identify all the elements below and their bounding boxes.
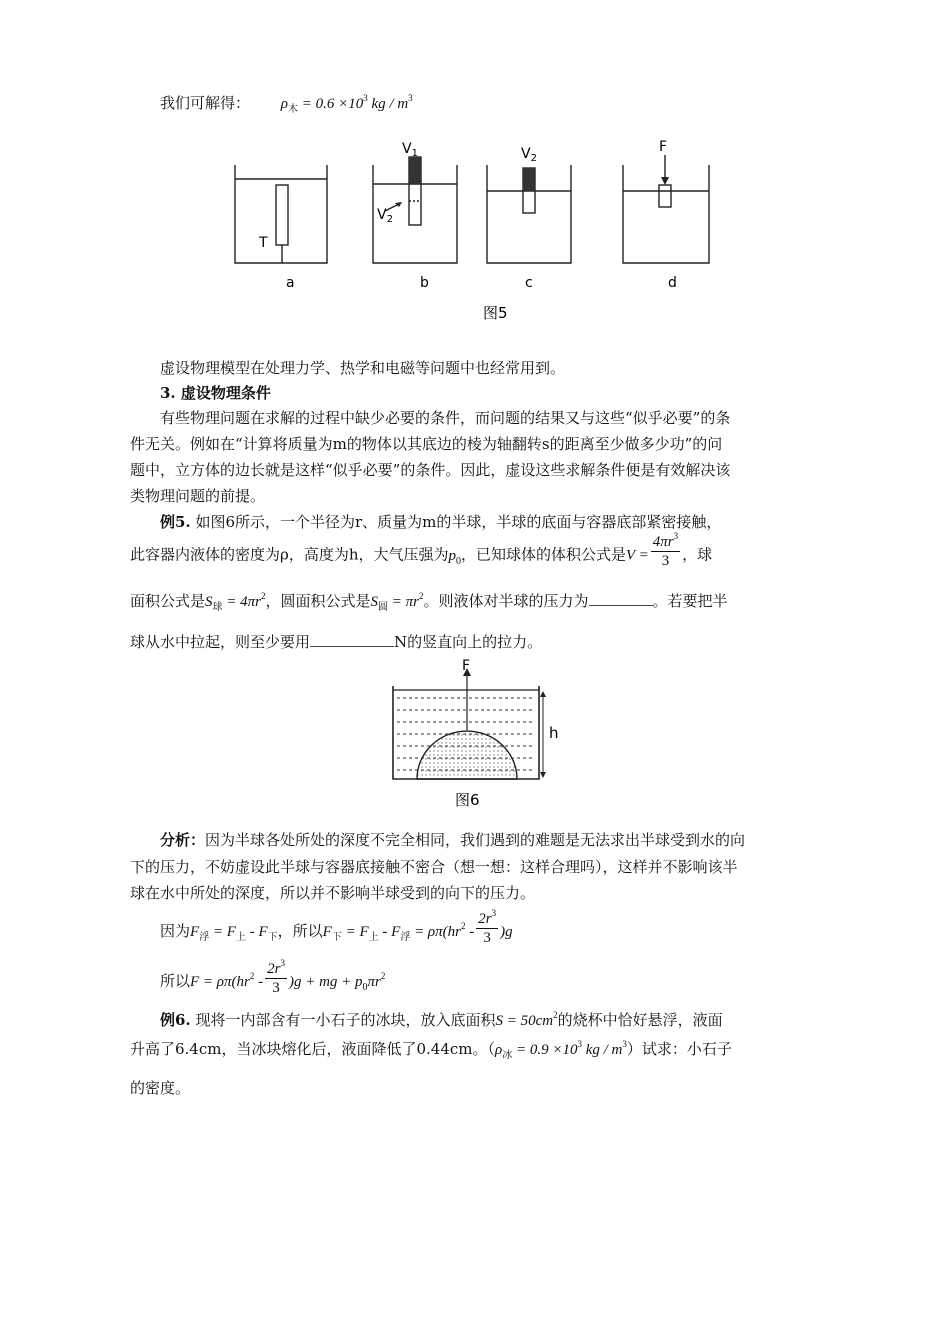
example-6-line-3: 的密度。	[130, 1079, 191, 1097]
example-5-line-2: 此容器内液体的密度为ρ，高度为h，大气压强为$p_0$，已知球体的体积公式是V = $\frac{4\pi r^3}{3}$ ，球	[130, 541, 712, 572]
figure-5	[225, 135, 725, 325]
example-6-line-1: 例6. 现将一内部含有一小石子的冰块，放入底面积$S = 50cm^2$的烧杯中恰好悬浮，液面	[160, 1010, 723, 1029]
example-5-line-3: 面积公式是$S_球 = 4\pi r^2$，圆面积公式是$S_圆 = \pi r^2$。则液体对半球的压力为 。若要把半	[130, 591, 728, 613]
svg-text:V2: $V_2$	[377, 207, 393, 225]
equation-2: 所以$F = \rho\pi(hr^2$ - $\frac{2r^3}{3}$ )g + mg + $p_0\pi r^2$	[160, 966, 385, 998]
svg-text:V2: $V_2$	[521, 146, 537, 164]
example-5-line-4: 球从水中拉起，则至少要用 N的竖直向上的拉力。	[130, 633, 543, 651]
rho-wood-formula: $\rho_木 = 0.6 \times 10^3$ kg / $m^3$	[280, 93, 413, 115]
para-2-line-3: 题中，立方体的边长就是这样“似乎必要”的条件。因此，虚设这些求解条件便是有效解决该	[130, 461, 731, 479]
label-F-fig5: F	[659, 139, 668, 155]
panel-label-d: d	[668, 275, 677, 291]
hemisphere	[417, 731, 517, 779]
label-F-fig6: F	[462, 658, 471, 674]
equation-1: 因为$F_浮 = F_上 - F_下$，所以$F_下 = F_上 - F_浮 = \rho\pi(hr^2$ - $\frac{2r^3}{3}$ )g	[160, 916, 513, 948]
panel-label-a: a	[286, 275, 295, 291]
svg-text:V1: $V_1$	[402, 141, 418, 159]
answer-blank-1[interactable]	[589, 591, 653, 606]
analysis-line-2: 下的压力，不妨虚设此半球与容器底接触不密合（想一想：这样合理吗），这样并不影响该半	[130, 858, 738, 876]
answer-blank-2[interactable]	[310, 632, 394, 647]
analysis-line-3: 球在水中所处的深度，所以并不影响半球受到的向下的压力。	[130, 884, 536, 902]
figure-6-caption: 图6	[455, 791, 480, 809]
para-2-line-1: 有些物理问题在求解的过程中缺少必要的条件，而问题的结果又与这些“似乎必要”的条	[160, 409, 731, 427]
analysis-line-1: 分析：因为半球各处所处的深度不完全相同，我们遇到的难题是无法求出半球受到水的向	[160, 831, 746, 849]
figure-6	[385, 658, 575, 813]
label-T: T	[259, 235, 268, 251]
para-2-line-4: 类物理问题的前提。	[130, 487, 266, 505]
para-1: 虚设物理模型在处理力学、热学和电磁等问题中也经常用到。	[160, 359, 566, 377]
top-result-line	[160, 88, 413, 120]
example-6-line-2: 升高了6.4cm，当冰块熔化后，液面降低了0.44cm。（$\rho_冰 = 0.9 \times 10^3$ kg / $m^3$）试求：小石子	[130, 1039, 732, 1061]
heading-3: 3. 虚设物理条件	[160, 384, 271, 402]
figure-5-caption: 图5	[483, 304, 508, 322]
panel-label-c: c	[525, 275, 533, 291]
para-2-line-2: 件无关。例如在“计算将质量为m的物体以其底边的棱为轴翻转s的距离至少做多少功”的问	[130, 435, 723, 453]
panel-label-b: b	[420, 275, 429, 291]
label-h: h	[549, 724, 559, 742]
top-result-prefix: 我们可解得：	[160, 94, 251, 112]
example-5-line-1: 例5. 如图6所示，一个半径为r、质量为m的半球，半球的底面与容器底部紧密接触，	[160, 513, 722, 531]
wood-block-a	[276, 185, 288, 245]
